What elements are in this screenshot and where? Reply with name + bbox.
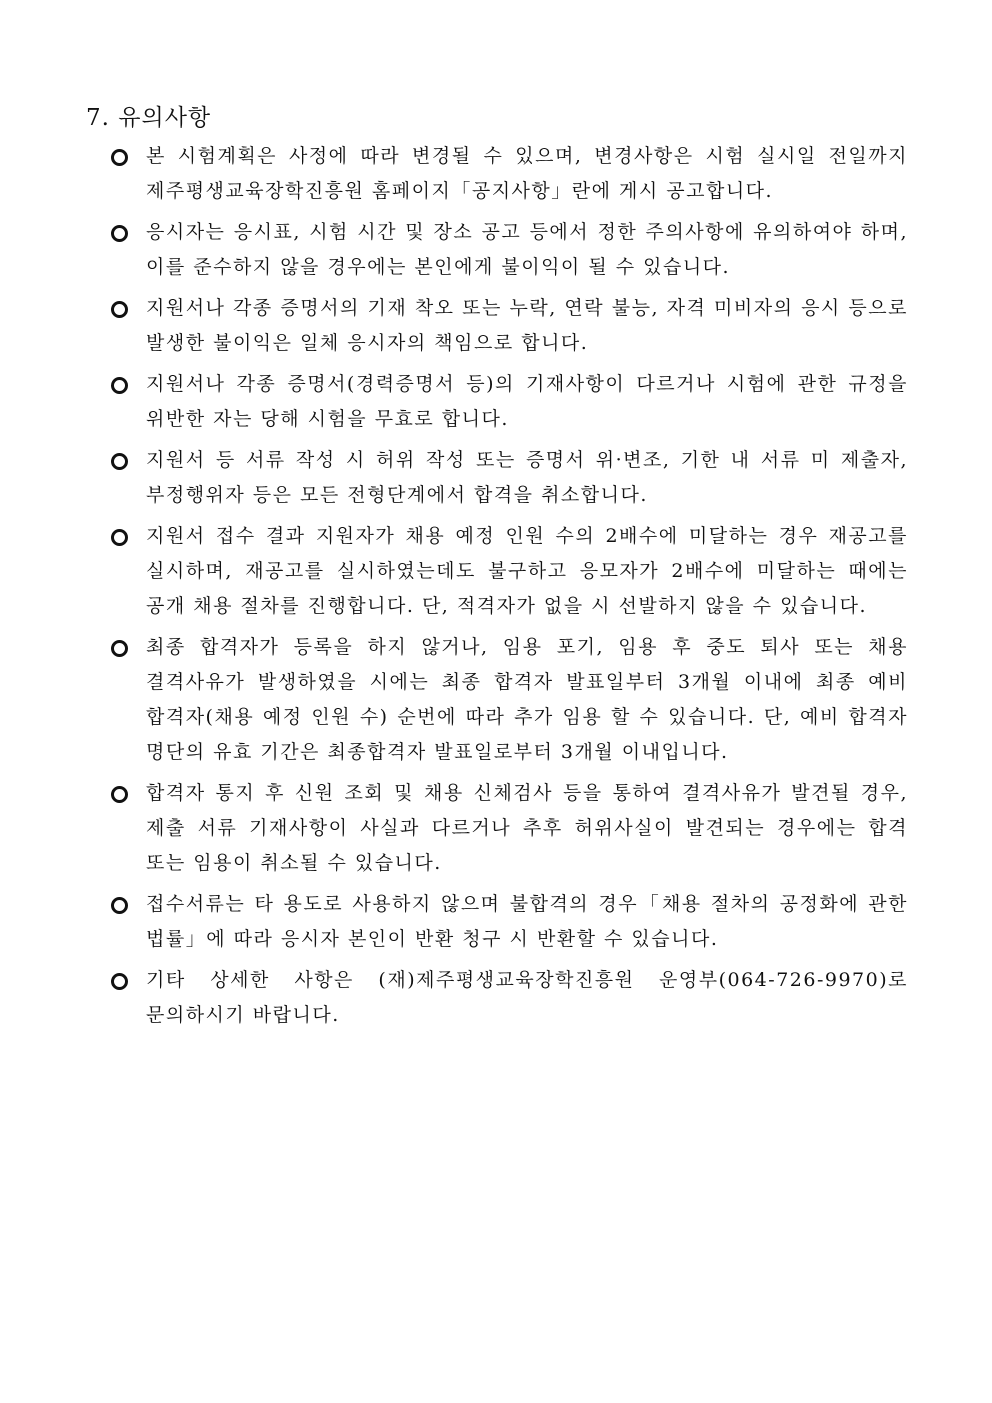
- list-item: [108, 776, 908, 881]
- note-text: 최종 합격자가 등록을 하지 않거나, 임용 포기, 임용 후 중도 퇴사 또는 채용 결격사유가 발생하였을 시에는 최종 합격자 발표일부터 3개월 이내에 최종 예비 합격자(채용 예정 인원 수) 순번에 따라 추가 임용 할 수 있습니다. 단, 예비 합격자 명단의 유효 기간은 최종합격자 발표일로부터 3개월 이내입니다.: [146, 636, 908, 763]
- section-title: 7. 유의사항: [86, 105, 212, 131]
- list-item: [108, 887, 908, 957]
- circle-bullet-icon: [111, 529, 128, 546]
- circle-bullet-icon: [111, 377, 128, 394]
- circle-bullet-icon: [111, 453, 128, 470]
- note-text: 본 시험계획은 사정에 따라 변경될 수 있으며, 변경사항은 시험 실시일 전일까지 제주평생교육장학진흥원 홈페이지「공지사항」란에 게시 공고합니다.: [146, 145, 908, 202]
- circle-bullet-icon: [111, 786, 128, 803]
- note-text: 지원서나 각종 증명서의 기재 착오 또는 누락, 연락 불능, 자격 미비자의 응시 등으로 발생한 불이익은 일체 응시자의 책임으로 합니다.: [146, 297, 908, 354]
- note-text: 합격자 통지 후 신원 조회 및 채용 신체검사 등을 통하여 결격사유가 발견될 경우, 제출 서류 기재사항이 사실과 다르거나 추후 허위사실이 발견되는 경우에는 합격 또는 임용이 취소될 수 있습니다.: [146, 782, 908, 874]
- circle-bullet-icon: [111, 225, 128, 242]
- list-item: [108, 215, 908, 285]
- circle-bullet-icon: [111, 301, 128, 318]
- note-text: 지원서 등 서류 작성 시 허위 작성 또는 증명서 위·변조, 기한 내 서류 미 제출자, 부정행위자 등은 모든 전형단계에서 합격을 취소합니다.: [146, 449, 908, 506]
- circle-bullet-icon: [111, 640, 128, 657]
- list-item: [108, 963, 908, 1033]
- note-text: 접수서류는 타 용도로 사용하지 않으며 불합격의 경우「채용 절차의 공정화에 관한 법률」에 따라 응시자 본인이 반환 청구 시 반환할 수 있습니다.: [146, 893, 908, 950]
- note-text: 기타 상세한 사항은 (재)제주평생교육장학진흥원 운영부(064-726-9970)로 문의하시기 바랍니다.: [146, 969, 908, 1026]
- list-item: [108, 291, 908, 361]
- notes-list: [108, 139, 908, 1039]
- note-text: 지원서나 각종 증명서(경력증명서 등)의 기재사항이 다르거나 시험에 관한 규정을 위반한 자는 당해 시험을 무효로 합니다.: [146, 373, 908, 430]
- note-text: 지원서 접수 결과 지원자가 채용 예정 인원 수의 2배수에 미달하는 경우 재공고를 실시하며, 재공고를 실시하였는데도 불구하고 응모자가 2배수에 미달하는 때에는 공개 채용 절차를 진행합니다. 단, 적격자가 없을 시 선발하지 않을 수 있습니다.: [146, 525, 908, 617]
- list-item: [108, 367, 908, 437]
- list-item: [108, 630, 908, 770]
- note-text: 응시자는 응시표, 시험 시간 및 장소 공고 등에서 정한 주의사항에 유의하여야 하며, 이를 준수하지 않을 경우에는 본인에게 불이익이 될 수 있습니다.: [146, 221, 908, 278]
- list-item: [108, 139, 908, 209]
- list-item: [108, 443, 908, 513]
- circle-bullet-icon: [111, 897, 128, 914]
- circle-bullet-icon: [111, 973, 128, 990]
- circle-bullet-icon: [111, 149, 128, 166]
- list-item: [108, 519, 908, 624]
